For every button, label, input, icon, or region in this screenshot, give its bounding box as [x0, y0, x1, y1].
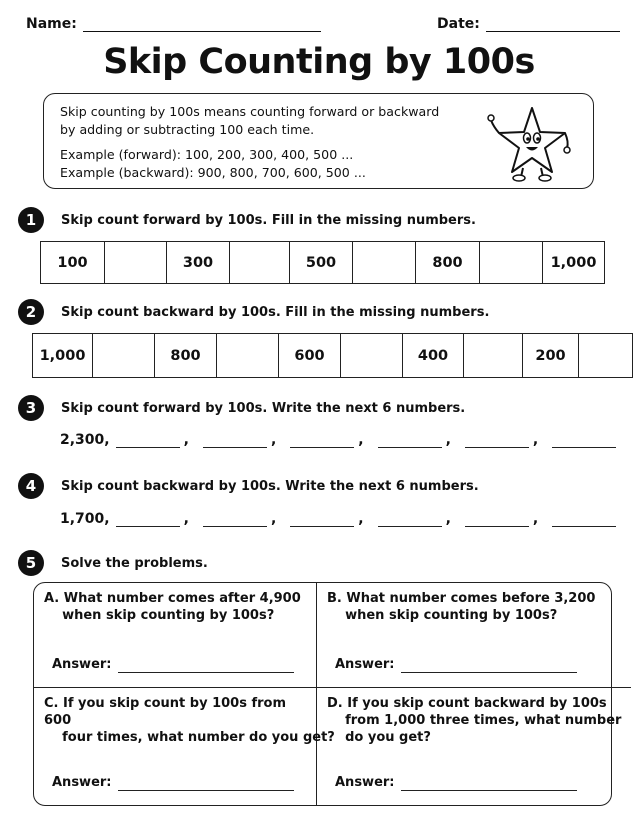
date-label: Date: [437, 16, 480, 32]
intro-line-1: Skip counting by 100s means counting forward or backward [60, 104, 440, 119]
answer-row [52, 656, 294, 673]
question-4-header [18, 473, 479, 499]
seq-cell: 500 [290, 242, 353, 283]
problem-c [34, 688, 335, 805]
seq-cell: 200 [523, 334, 579, 377]
problem-line: C. If you skip count by 100s from 600 [44, 696, 287, 728]
sequence-row-forward [40, 241, 605, 284]
answer-blank[interactable] [290, 513, 354, 527]
name-field[interactable] [26, 16, 321, 32]
problem-line: when skip counting by 100s? [327, 608, 558, 623]
seq-cell: 800 [155, 334, 217, 377]
seq-blank-cell[interactable] [341, 334, 403, 377]
problem-line: A. What number comes after 4,900 [44, 591, 301, 606]
answer-label: Answer: [52, 657, 112, 672]
question-5-header [18, 550, 208, 576]
star-mascot-icon [487, 102, 573, 182]
seq-cell: 400 [403, 334, 464, 377]
answer-line[interactable] [401, 778, 577, 791]
problem-line: B. What number comes before 3,200 [327, 591, 596, 606]
answer-row [52, 774, 294, 791]
seq-blank-cell[interactable] [579, 334, 632, 377]
question-1-text: Skip count forward by 100s. Fill in the missing numbers. [61, 212, 476, 228]
seq-cell: 600 [279, 334, 341, 377]
answer-blank[interactable] [378, 434, 442, 448]
seq-blank-cell[interactable] [353, 242, 416, 283]
example-backward: Example (backward): 900, 800, 700, 600, 500 ... [60, 165, 366, 180]
seq-blank-cell[interactable] [464, 334, 523, 377]
question-number-badge: 4 [18, 473, 44, 499]
example-forward: Example (forward): 100, 200, 300, 400, 500 ... [60, 147, 354, 162]
question-2-text: Skip count backward by 100s. Fill in the missing numbers. [61, 304, 490, 320]
question-number-badge: 5 [18, 550, 44, 576]
question-number-badge: 3 [18, 395, 44, 421]
problem-line: do you get? [327, 730, 431, 745]
question-3-header [18, 395, 465, 421]
problem-line: when skip counting by 100s? [44, 608, 275, 623]
answer-label: Answer: [52, 775, 112, 790]
sequence-row-backward [32, 333, 633, 378]
question-5-text: Solve the problems. [61, 555, 208, 571]
question-1-header [18, 207, 476, 233]
seq-blank-cell[interactable] [93, 334, 155, 377]
answer-blank[interactable] [203, 513, 267, 527]
question-number-badge: 1 [18, 207, 44, 233]
seq-cell: 300 [167, 242, 230, 283]
answer-label: Answer: [335, 657, 395, 672]
answer-row [335, 774, 577, 791]
answer-line[interactable] [118, 660, 294, 673]
seq-cell: 1,000 [33, 334, 93, 377]
page-title: Skip Counting by 100s [103, 42, 535, 82]
answer-blank[interactable] [552, 434, 616, 448]
date-line[interactable] [486, 18, 620, 32]
start-number: 2,300, [60, 432, 110, 448]
problem-d [317, 688, 631, 805]
answer-blank[interactable] [465, 513, 529, 527]
question-2-header [18, 299, 489, 325]
answer-blank[interactable] [290, 434, 354, 448]
answer-row [335, 656, 577, 673]
question-3-text: Skip count forward by 100s. Write the next 6 numbers. [61, 400, 466, 416]
question-number-badge: 2 [18, 299, 44, 325]
start-number: 1,700, [60, 511, 110, 527]
seq-cell: 1,000 [550, 254, 597, 271]
answer-blank[interactable] [203, 434, 267, 448]
answer-blank[interactable] [465, 434, 529, 448]
answer-blank[interactable] [116, 434, 180, 448]
seq-blank-cell[interactable] [105, 242, 167, 283]
problem-a [34, 583, 317, 688]
answer-line[interactable] [118, 778, 294, 791]
problem-line: four times, what number do you get? [44, 730, 335, 745]
name-label: Name: [26, 16, 77, 32]
write-line-backward: 1,700, , , , , , [60, 511, 616, 527]
seq-cell: 100 [41, 242, 105, 283]
intro-line-2: by adding or subtracting 100 each time. [60, 122, 315, 137]
seq-cell: 800 [416, 242, 480, 283]
problem-line: from 1,000 three times, what number [327, 713, 622, 728]
intro-box [43, 93, 594, 189]
seq-blank-cell[interactable] [217, 334, 279, 377]
seq-blank-cell[interactable] [480, 242, 543, 283]
answer-blank[interactable] [116, 513, 180, 527]
write-line-forward: 2,300, , , , , , [60, 432, 616, 448]
date-field[interactable] [437, 16, 620, 32]
answer-blank[interactable] [552, 513, 616, 527]
answer-label: Answer: [335, 775, 395, 790]
word-problems-grid [33, 582, 622, 806]
problem-line: D. If you skip count backward by 100s [327, 696, 607, 711]
answer-blank[interactable] [378, 513, 442, 527]
answer-line[interactable] [401, 660, 577, 673]
question-4-text: Skip count backward by 100s. Write the next 6 numbers. [61, 478, 479, 494]
seq-blank-cell[interactable] [230, 242, 290, 283]
problem-b [317, 583, 631, 688]
name-line[interactable] [83, 18, 321, 32]
